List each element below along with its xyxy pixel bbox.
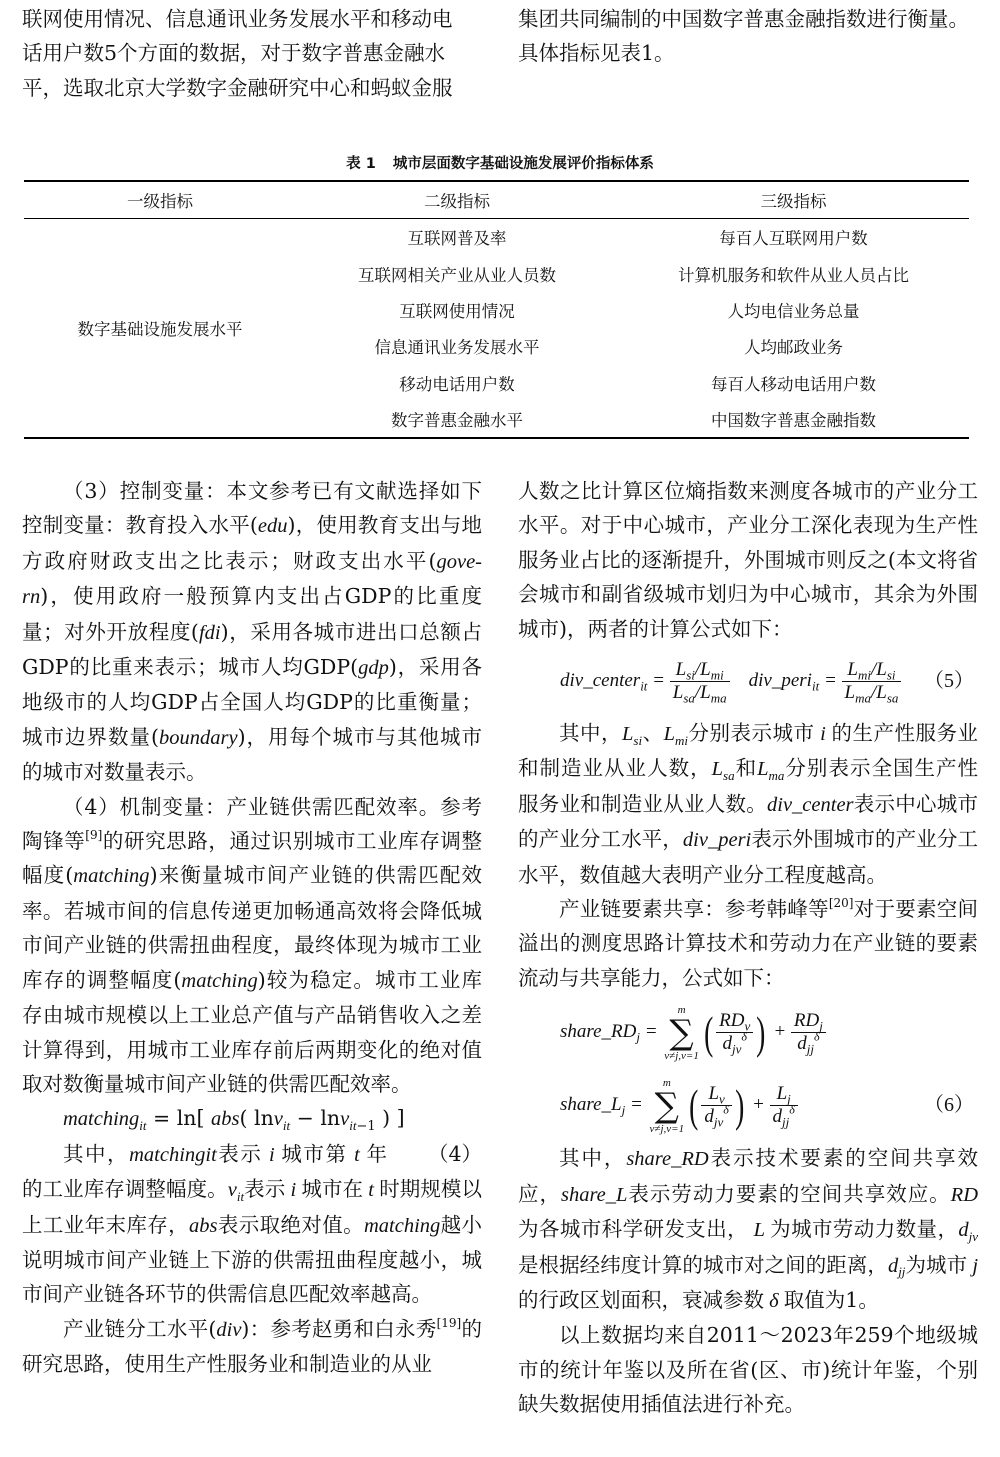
- paragraph-sharing-explanation: 其中，share_RD表示技术要素的空间共享效应，share_L表示劳动力要素的空间共享效应。RD为各城市科学研发支出， L 为城市劳动力数量，$d_{jv}$是根据经纬度计算的城市对之间的距离，$d_{jj}$为城市 j 的行政区划面积，衰减参数 δ 取值为1。: [518, 1146, 979, 1312]
- table-row: [24, 219, 969, 256]
- top-right-paragraph: [518, 2, 978, 71]
- indicator-table: [24, 180, 969, 439]
- text-line: 具体指标见表1。: [518, 41, 675, 66]
- left-column: [22, 474, 482, 1382]
- level3-cell: 中国数字普惠金融指数: [711, 411, 876, 431]
- header-level1: 一级指标: [127, 192, 193, 211]
- equation-6: $share\_RD_j$ = m ∑ v≠j,v=1 ( $\frac{RD_v}{d_{jv}^\delta}$ ) + $\frac{RD_j}{d_{jj}^\delta}$ $share\_L_j$ = m ∑ v≠j,v=1 ( $\frac{L_v}{d_{jv}^\delta}$ ) + $\frac{L_j}{d_{jj}^\delta}$ （6）: [518, 995, 978, 1141]
- equation-number: （4）: [427, 1141, 482, 1166]
- level2-cell: 互联网使用情况: [399, 301, 515, 321]
- table-header-row: [24, 181, 969, 219]
- paragraph-data-source: 以上数据均来自2011～2023年259个地级城市的统计年鉴以及所在省(区、市)统计年鉴，个别缺失数据使用插值法进行补充。: [518, 1323, 978, 1417]
- paragraph-division-explanation: 其中，$L_{si}$、$L_{mi}$分别表示城市 i 的生产性服务业和制造业从业人数，$L_{sa}$和$L_{ma}$分别表示全国生产性服务业和制造业从业人数。div_center表示中心城市的产业分工水平，div_peri表示外围城市的产业分工水平，数值越大表明产业分工程度越高。: [518, 721, 979, 887]
- paragraph-control-variables: （3）控制变量：本文参考已有文献选择如下控制变量：教育投入水平(edu)，使用教育支出与地方政府财政支出之比表示；财政支出水平(gove-rn)，使用政府一般预算内支出占GDP的比重度量；对外开放程度(fdi)，采用各城市进出口总额占GDP的比重来表示；城市人均GDP(gdp)，采用各地级市的人均GDP占全国人均GDP的比重衡量；城市边界数量(boundary)，用每个城市与其他城市的城市对数量表示。: [22, 479, 483, 785]
- text-line: 话用户数5个方面的数据，对于数字普惠金融水: [22, 41, 446, 66]
- top-left-paragraph: [22, 2, 482, 105]
- equation-number: （6）: [924, 1094, 974, 1117]
- header-level2: 二级指标: [424, 192, 490, 211]
- text-line: 平，选取北京大学数字金融研究中心和蚂蚁金服: [22, 75, 453, 100]
- level2-cell: 移动电话用户数: [399, 374, 515, 394]
- paragraph-factor-sharing: 产业链要素共享：参考韩峰等[20]对于要素空间溢出的测度思路计算技术和劳动力在产业链的要素流动与共享能力，公式如下：: [518, 896, 979, 990]
- paragraph-matching-explanation: 其中，matchingit表示 i 城市第 t 年的工业库存调整幅度。$v_{it}$表示 i 城市在 t 时期规模以上工业年末库存，abs表示取绝对值。matching越小说明城市间产业链上下游的供需扭曲程度越小，城市间产业链各环节的供需信息匹配效率越高。: [22, 1141, 483, 1307]
- level2-cell: 数字普惠金融水平: [391, 411, 523, 431]
- level2-cell: 互联网相关产业从业人员数: [358, 265, 556, 285]
- text-line: 联网使用情况、信息通讯业务发展水平和移动电: [22, 7, 453, 31]
- level3-cell: 计算机服务和软件从业人员占比: [678, 265, 909, 285]
- level3-cell: 人均电信业务总量: [727, 301, 860, 321]
- table-label: 表 1: [346, 156, 376, 172]
- level3-cell: 每百人移动电话用户数: [711, 374, 876, 394]
- header-level3: 三级指标: [760, 192, 827, 211]
- equation-5: div_center$_{it}$ = $\frac{L_{si}/L_{mi}}{L_{sa}/L_{ma}}$ div_peri$_{it}$ = $\frac{L_{mi}/L_{si}}{L_{ma}/L_{sa}}$ （5）: [518, 646, 978, 716]
- paragraph-division-of-labor: 产业链分工水平(div)：参考赵勇和白永秀[19]的研究思路，使用生产性服务业和制造业的从业: [22, 1315, 483, 1377]
- table-caption: [0, 152, 1000, 173]
- level2-cell: 信息通讯业务发展水平: [374, 338, 540, 358]
- equation-4: matching$_{it}$ = ln[ abs( lnv$_{it}$ − lnv$_{it-1}$ ) ] （4）: [22, 1101, 482, 1136]
- table-title: 城市层面数字基础设施发展评价指标体系: [392, 156, 654, 172]
- level1-cell: 数字基础设施发展水平: [77, 320, 243, 340]
- text-line: 集团共同编制的中国数字普惠金融指数进行衡量。: [518, 7, 969, 31]
- paragraph-mechanism-variables: （4）机制变量：产业链供需匹配效率。参考陶锋等[9]的研究思路，通过识别城市工业库存调整幅度(matching)来衡量城市间产业链的供需匹配效率。若城市间的信息传递更加畅通高效将会降低城市间产业链的供需扭曲程度，最终体现为城市工业库存的调整幅度(matching)较为稳定。城市工业库存由城市规模以上工业总产值与产品销售收入之差计算得到，用城市工业库存前后两期变化的绝对值取对数衡量城市间产业链的供需匹配效率。: [22, 794, 483, 1096]
- paragraph-division-continued: 人数之比计算区位熵指数来测度各城市的产业分工水平。对于中心城市，产业分工深化表现为生产性服务业占比的逐渐提升，外围城市则反之(本文将省会城市和副省级城市划归为中心城市，其余为外围城市)，两者的计算公式如下：: [518, 479, 978, 641]
- right-column: [518, 474, 978, 1422]
- level3-cell: 人均邮政业务: [744, 338, 843, 358]
- level2-cell: 互联网普及率: [407, 229, 507, 249]
- equation-number: （5）: [924, 670, 974, 693]
- level3-cell: 每百人互联网用户数: [719, 229, 868, 249]
